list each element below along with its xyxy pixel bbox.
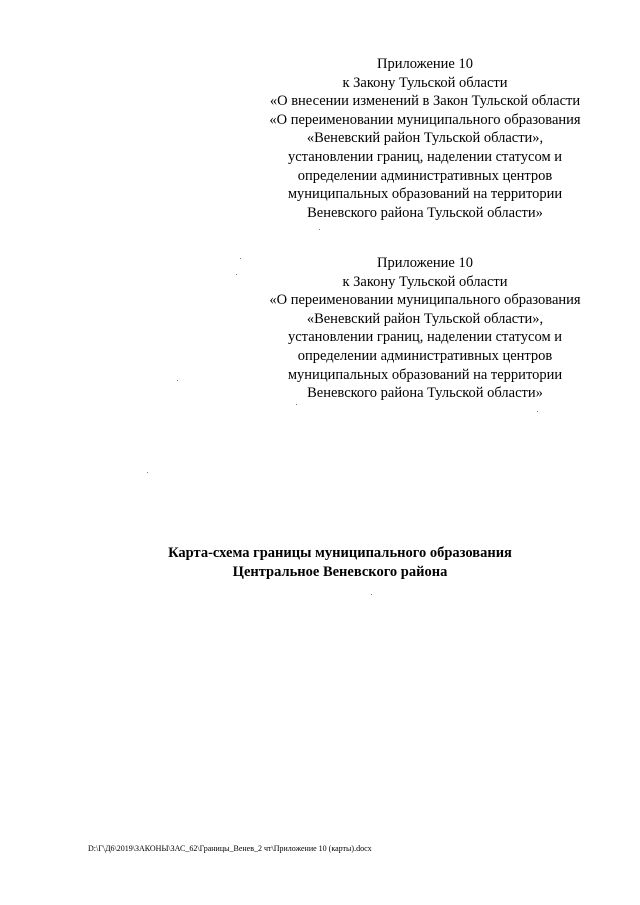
scan-speck [319,229,320,230]
scan-speck [296,404,297,405]
appendix-line: муниципальных образований на территории [287,366,563,383]
appendix-line: установлении границ, наделении статусом и [288,329,562,346]
appendix-line: к Закону Тульской области [342,273,508,290]
map-title [100,544,580,582]
appendix-line: Веневского района Тульской области» [307,385,543,402]
appendix-line: «О переименовании муниципального образования [269,292,581,309]
appendix-line: определении административных центров [297,167,553,184]
appendix-line: Приложение 10 [377,255,473,271]
appendix-line: Приложение 10 [377,56,473,72]
scan-speck [236,274,237,275]
appendix-line: к Закону Тульской области [342,74,508,91]
appendix-line: определении административных центров [297,347,553,364]
appendix-line: Веневского района Тульской области» [307,204,543,221]
scan-speck [371,594,372,595]
scan-speck [240,258,241,259]
scan-speck [147,472,148,473]
scan-speck [537,411,538,412]
footer-file-path: D:\Г\Д6\2019\ЗАКОНЫ\ЗАС_62\Границы_Венев_2 чт\Приложение 10 (карты).docx [88,844,372,853]
appendix-line: «Веневский район Тульской области», [306,130,544,147]
appendix-line: «О переименовании муниципального образования [269,111,581,128]
appendix-line: муниципальных образований на территории [287,186,563,203]
appendix-header-current [245,55,605,222]
appendix-line: «Веневский район Тульской области», [306,310,544,327]
appendix-header-previous [245,254,605,403]
scan-speck [177,380,178,381]
map-title-line-1: Карта-схема границы муниципального образования [168,545,512,561]
map-title-line-2: Центральное Веневского района [232,564,448,580]
appendix-line: установлении границ, наделении статусом и [288,148,562,165]
appendix-line: «О внесении изменений в Закон Тульской области [269,93,581,110]
